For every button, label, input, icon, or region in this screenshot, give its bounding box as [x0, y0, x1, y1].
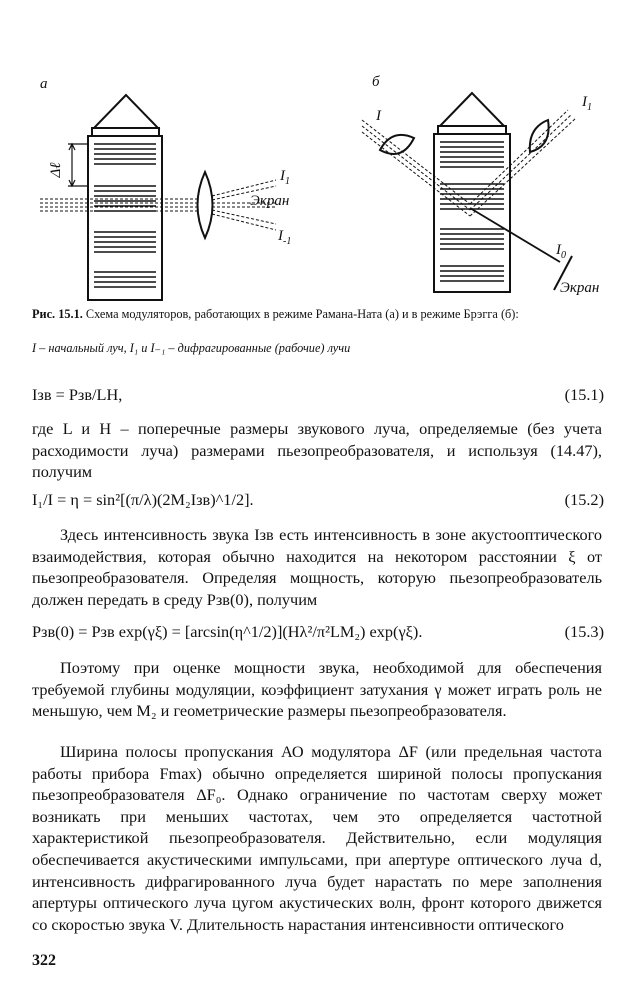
modulator-crystal-a: [88, 136, 162, 300]
paragraph-3: Поэтому при оценке мощности звука, необходимой для обеспечения требуемой глубины модуляции, коэффициент затухания γ может играть роль не меньшую, чем M₂ и геометрические размеры пьезопреобразователя.: [32, 658, 602, 721]
paragraph-1: где L и H – поперечные размеры звукового луча, определяемые (без учета расходимости луча) размерами пьезопреобразователя, и используя (14.47), получим: [32, 419, 602, 482]
panel-a-label: а: [40, 76, 48, 92]
beam-I-1-label: $I_{-1}$: [278, 228, 292, 247]
screen-b-label: Экран: [560, 280, 600, 296]
paragraph-2: Здесь интенсивность звука Iзв есть интенсивность в зоне акустооптического взаимодействия, которая обычно находится на некотором расстоянии ξ от пьезопреобразователя. Определяя мощность, которую пьезопреобразователь должен передать в среду Pзв(0), получим: [32, 525, 602, 609]
beam-I1-b-label: $I_1$: [582, 94, 592, 113]
equation-15-2: [32, 490, 604, 512]
figure-caption: [32, 306, 612, 322]
beam-I-label: I: [376, 108, 381, 124]
equation-15-1: [32, 385, 604, 407]
equation-number: (15.1): [564, 385, 604, 404]
zero-order-beam: [470, 208, 560, 262]
caption-head: Рис. 15.1.: [32, 307, 83, 321]
dimension-label: Δℓ: [48, 162, 64, 178]
figure-15-1: [0, 0, 637, 305]
beam-I0-label: $I_0$: [556, 242, 566, 261]
paragraph-4: Ширина полосы пропускания АО модулятора ΔF (или предельная частота работы прибора Fmax) обычно определяется шириной полосы пропускания пьезопреобразователя ΔF₀. Однако ограничение по частотам сверху может возникать при меньших частотах, чем это определяется частотной характеристикой пьезопреобразователя. Действительно, если модуляция обеспечивается акустическими импульсами, при апертуре оптического луча d, интенсивность дифрагированного луча будет нарастать по мере заполнения апертуры оптического луча цугом акустических волн, фронт которого движется со скоростью звука V. Длительность нарастания интенсивности оптического: [32, 742, 602, 934]
screen-a-label: Экран: [250, 193, 290, 209]
page-number: 322: [32, 952, 56, 969]
equation-number: (15.3): [564, 622, 604, 641]
equation-15-3: [32, 622, 604, 644]
panel-b-label: б: [372, 74, 380, 90]
lens-b-output: [530, 120, 549, 152]
equation-body: Pзв(0) = Pзв exp(γξ) = [arcsin(η^1/2)](Hλ²/π²LM₂) exp(γξ).: [32, 622, 423, 641]
caption-line2: I – начальный луч, I₁ и I₋₁ – дифрагированные (рабочие) лучи: [32, 341, 351, 355]
caption-text: Схема модуляторов, работающих в режиме Рамана-Ната (а) и в режиме Брэгга (б):: [82, 307, 519, 321]
lens-b-input: [380, 135, 414, 154]
equation-body: I₁/I = η = sin²[(π/λ)(2M₂Iзв)^1/2].: [32, 490, 254, 509]
beam-I1-label: $I_1$: [280, 168, 290, 187]
lens-a: [198, 172, 213, 238]
equation-number: (15.2): [564, 490, 604, 509]
equation-body: Iзв = Pзв/LH,: [32, 385, 123, 404]
